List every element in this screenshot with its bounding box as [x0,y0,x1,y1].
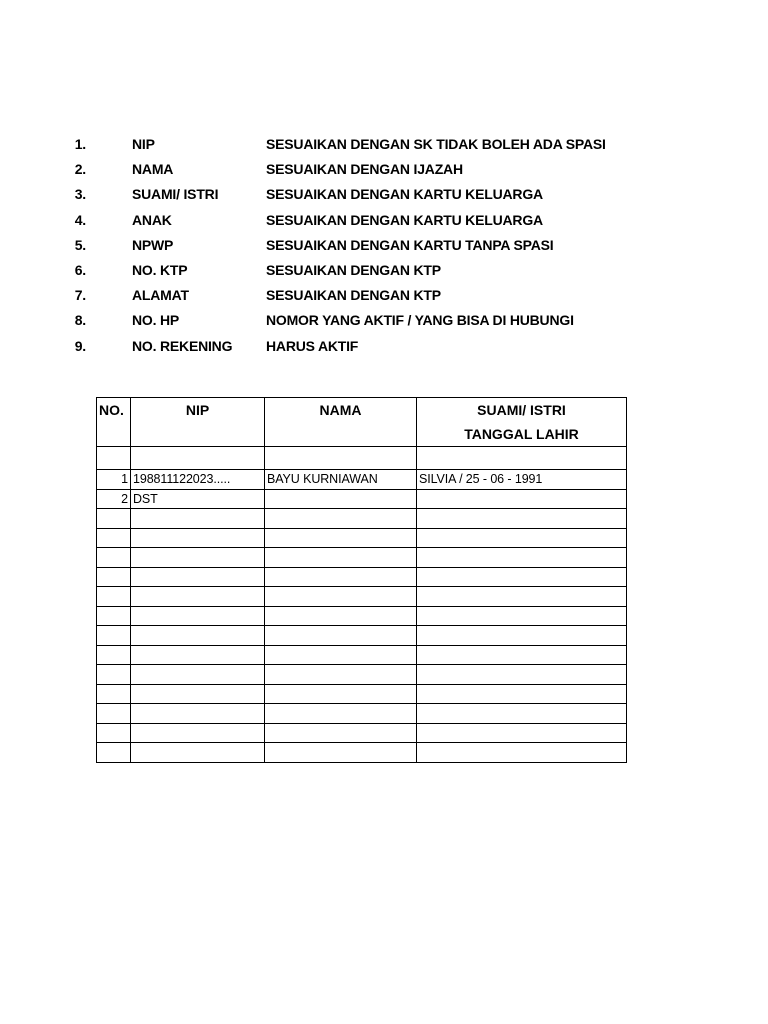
data-entry-table [96,397,627,763]
cell-nama[interactable] [265,684,417,704]
table-row [97,684,627,704]
instruction-note: SESUAIKAN DENGAN KTP [266,287,441,304]
instruction-item [0,283,768,308]
table-cell[interactable] [265,447,417,470]
table-row [97,489,627,509]
instruction-note: SESUAIKAN DENGAN KARTU KELUARGA [266,186,543,203]
instruction-list [0,132,768,359]
table-spacer-row [97,447,627,470]
cell-no[interactable] [97,743,131,763]
instruction-field-name: NO. KTP [132,261,188,278]
table-row [97,665,627,685]
cell-suami-istri[interactable] [417,723,627,743]
instruction-number: 4. [74,211,86,228]
instruction-note: SESUAIKAN DENGAN KTP [266,261,441,278]
table-row [97,587,627,607]
table-row [97,528,627,548]
cell-suami-istri[interactable] [417,489,627,509]
header-suami-istri-label: SUAMI/ ISTRI [477,402,566,418]
table-row [97,645,627,665]
instruction-item [0,208,768,233]
cell-no[interactable] [97,645,131,665]
instruction-item [0,233,768,258]
instruction-number: 7. [74,287,86,304]
instruction-number: 3. [74,186,86,203]
instruction-note: SESUAIKAN DENGAN KARTU TANPA SPASI [266,236,554,253]
table-row [97,470,627,490]
cell-nama[interactable] [265,723,417,743]
cell-nip[interactable] [131,567,265,587]
table-row [97,509,627,529]
instruction-note: SESUAIKAN DENGAN IJAZAH [266,161,463,178]
instruction-note: SESUAIKAN DENGAN KARTU KELUARGA [266,211,543,228]
table-cell[interactable] [97,447,131,470]
table-row [97,743,627,763]
cell-nip[interactable] [131,684,265,704]
table-row [97,606,627,626]
cell-suami-istri[interactable] [417,548,627,568]
cell-nama[interactable] [265,606,417,626]
cell-nip[interactable]: DST [131,489,265,509]
cell-no[interactable] [97,509,131,529]
table-row [97,567,627,587]
instruction-number: 9. [74,337,86,354]
instruction-note: HARUS AKTIF [266,337,359,354]
header-nama: NAMA [265,398,417,447]
cell-nip[interactable] [131,743,265,763]
cell-nip[interactable] [131,645,265,665]
table-header-row [97,398,627,447]
cell-nama[interactable] [265,626,417,646]
instruction-number: 6. [74,261,86,278]
cell-no[interactable] [97,587,131,607]
cell-nip[interactable] [131,606,265,626]
instruction-number: 5. [74,236,86,253]
table-row [97,626,627,646]
table-row [97,704,627,724]
header-tanggal-lahir-label: TANGGAL LAHIR [464,426,579,442]
instruction-item [0,334,768,359]
cell-nama[interactable] [265,548,417,568]
cell-nama[interactable] [265,587,417,607]
cell-nip[interactable] [131,509,265,529]
cell-nama[interactable] [265,567,417,587]
instruction-number: 1. [74,136,86,152]
instruction-item [0,157,768,182]
cell-nip[interactable] [131,626,265,646]
cell-no[interactable] [97,528,131,548]
cell-no[interactable] [97,665,131,685]
cell-nip[interactable] [131,665,265,685]
cell-suami-istri[interactable] [417,684,627,704]
instruction-field-name: NO. REKENING [132,337,233,354]
cell-no[interactable]: 1 [97,470,131,490]
instruction-note: SESUAIKAN DENGAN SK TIDAK BOLEH ADA SPASI [266,136,606,152]
cell-suami-istri[interactable]: SILVIA / 25 - 06 - 1991 [417,470,627,490]
instruction-item [0,132,768,157]
cell-suami-istri[interactable] [417,567,627,587]
cell-suami-istri[interactable] [417,509,627,529]
instruction-number: 8. [74,312,86,329]
cell-suami-istri[interactable] [417,665,627,685]
cell-nip[interactable] [131,704,265,724]
cell-nama[interactable] [265,645,417,665]
instruction-field-name: NPWP [132,236,174,253]
instruction-field-name: NO. HP [132,312,180,329]
instruction-item [0,182,768,207]
header-no: NO. [97,398,131,447]
cell-no[interactable] [97,684,131,704]
header-suami-istri [417,398,627,447]
cell-suami-istri[interactable] [417,587,627,607]
table-cell[interactable] [131,447,265,470]
cell-no[interactable] [97,626,131,646]
cell-nama[interactable] [265,704,417,724]
cell-suami-istri[interactable] [417,704,627,724]
instruction-field-name: SUAMI/ ISTRI [132,186,219,203]
table-row [97,723,627,743]
instruction-field-name: ALAMAT [132,287,189,304]
cell-nip[interactable] [131,587,265,607]
cell-nip[interactable] [131,528,265,548]
cell-no[interactable] [97,723,131,743]
cell-nip[interactable] [131,723,265,743]
cell-nip[interactable]: 198811122023..... [131,470,265,490]
cell-nama[interactable]: BAYU KURNIAWAN [265,470,417,490]
cell-suami-istri[interactable] [417,743,627,763]
instruction-item [0,258,768,283]
instruction-field-name: ANAK [132,211,172,228]
cell-no[interactable] [97,606,131,626]
cell-suami-istri[interactable] [417,528,627,548]
cell-no[interactable] [97,548,131,568]
cell-nama[interactable] [265,509,417,529]
table-cell[interactable] [417,447,627,470]
cell-nama[interactable] [265,528,417,548]
cell-suami-istri[interactable] [417,626,627,646]
instruction-number: 2. [74,161,86,178]
table-row [97,548,627,568]
instruction-field-name: NIP [132,136,155,152]
instruction-item [0,308,768,333]
cell-nama[interactable] [265,489,417,509]
cell-no[interactable]: 2 [97,489,131,509]
cell-suami-istri[interactable] [417,645,627,665]
cell-nip[interactable] [131,548,265,568]
cell-suami-istri[interactable] [417,606,627,626]
cell-no[interactable] [97,704,131,724]
cell-nama[interactable] [265,743,417,763]
instruction-field-name: NAMA [132,161,174,178]
cell-no[interactable] [97,567,131,587]
instruction-note: NOMOR YANG AKTIF / YANG BISA DI HUBUNGI [266,312,574,329]
cell-nama[interactable] [265,665,417,685]
header-nip: NIP [131,398,265,447]
